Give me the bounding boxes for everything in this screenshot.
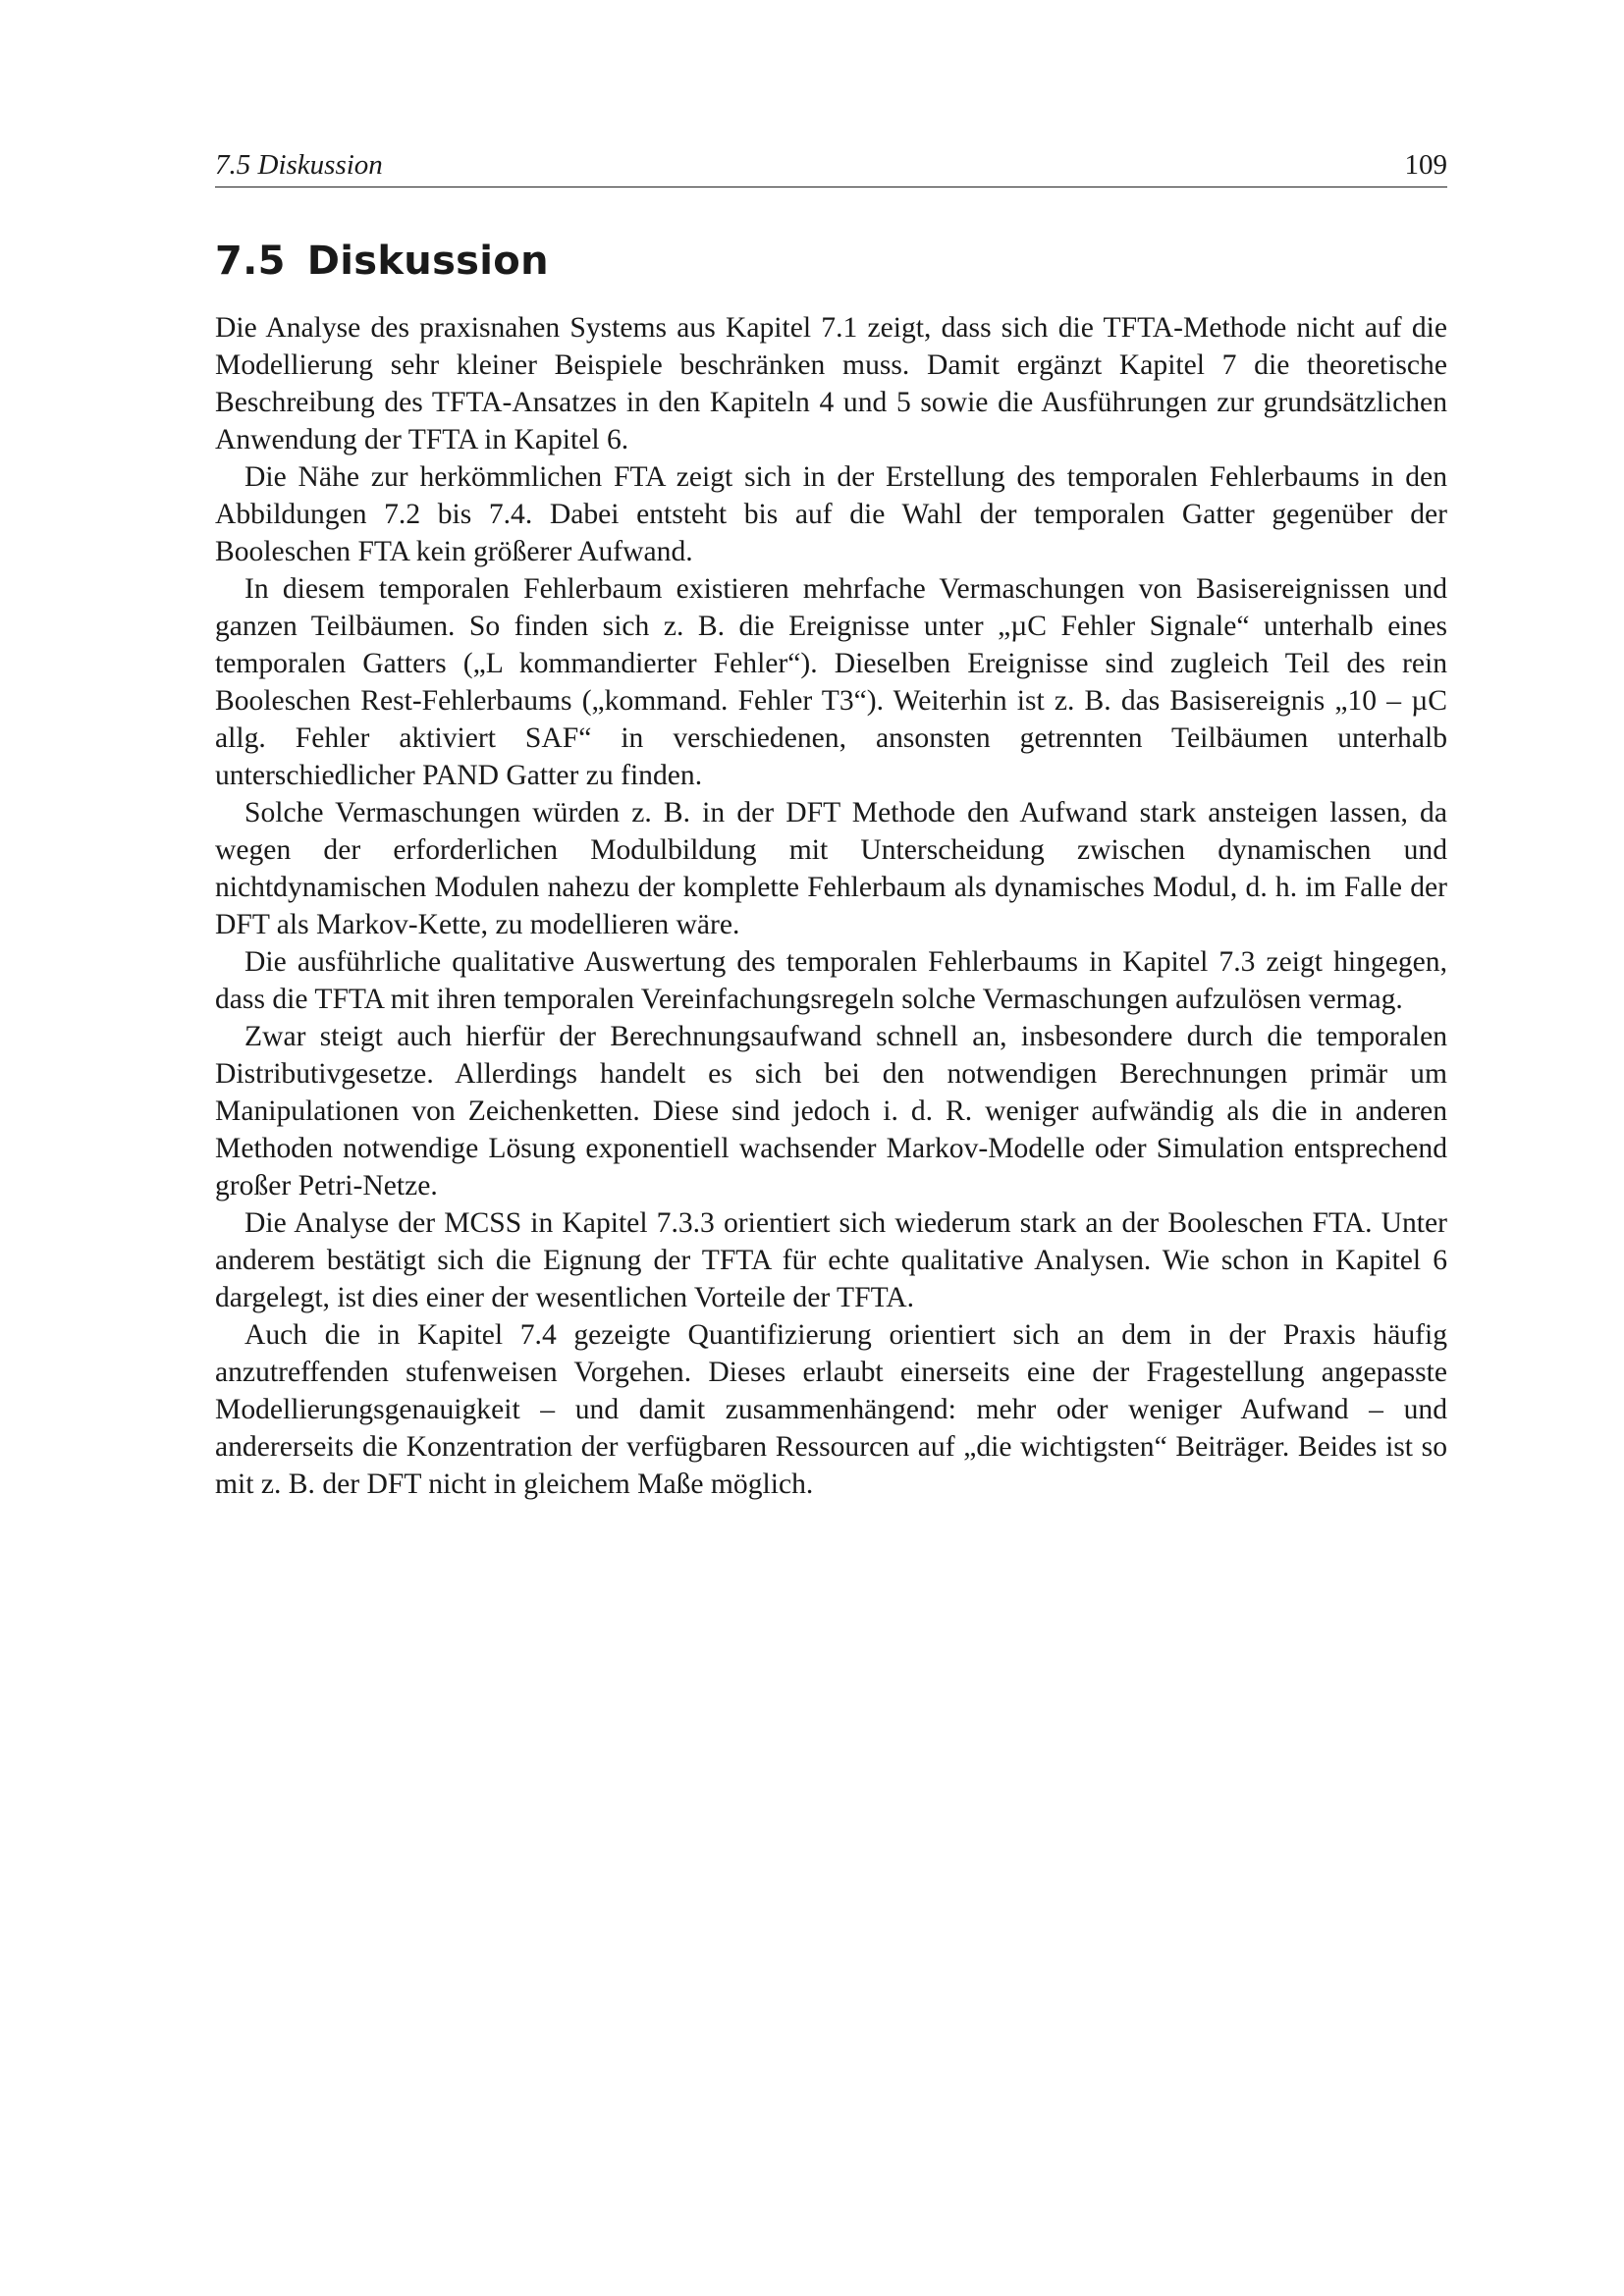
paragraph-2: Die Nähe zur herkömmlichen FTA zeigt sich in der Erstellung des temporalen Fehlerbaums in den Abbildungen 7.2 bis 7.4. Dabei entsteht bis auf die Wahl der temporalen Gatter gegenüber der Booleschen FTA kein größerer Aufwand. bbox=[215, 461, 1447, 567]
running-header-title: 7.5 Diskussion bbox=[215, 149, 383, 181]
paragraph-8: Auch die in Kapitel 7.4 gezeigte Quantifizierung orientiert sich an dem in der Praxis häufig anzutreffenden stufenweisen Vorgehen. Dieses erlaubt einerseits eine der Fragestellung angepasste Modellierungsgenauigkeit – und damit zusammenhängend: mehr oder weniger Aufwand – und andererseits die Konzentration der verfügbaren Ressourcen auf „die wichtigsten“ Beiträger. Beides ist so mit z. B. der DFT nicht in gleichem Maße möglich. bbox=[215, 1319, 1447, 1500]
section-heading bbox=[215, 236, 549, 287]
section-number: 7.5 bbox=[215, 239, 286, 284]
body-text bbox=[215, 309, 1447, 1503]
paragraph-3: In diesem temporalen Fehlerbaum existieren mehrfache Vermaschungen von Basisereignissen und ganzen Teilbäumen. So finden sich z. B. die Ereignisse unter „µC Fehler Signale“ unterhalb eines temporalen Gatters („L kommandierter Fehler“). Dieselben Ereignisse sind zugleich Teil des rein Booleschen Rest-Fehlerbaums („kommand. Fehler T3“). Weiterhin ist z. B. das Basisereignis „10 – µC allg. Fehler aktiviert SAF“ in verschiedenen, ansonsten getrennten Teilbäumen unterhalb unterschiedlicher PAND Gatter zu finden. bbox=[215, 573, 1447, 791]
running-header bbox=[215, 147, 1447, 187]
paragraph-6: Zwar steigt auch hierfür der Berechnungsaufwand schnell an, insbesondere durch die temporalen Distributivgesetze. Allerdings handelt es sich bei den notwendigen Berechnungen primär um Manipulationen von Zeichenketten. Diese sind jedoch i. d. R. weniger aufwändig als die in anderen Methoden notwendige Lösung exponentiell wachsender Markov-Modelle oder Simulation entsprechend großer Petri-Netze. bbox=[215, 1021, 1447, 1201]
paragraph-1: Die Analyse des praxisnahen Systems aus Kapitel 7.1 zeigt, dass sich die TFTA-Methode nicht auf die Modellierung sehr kleiner Beispiele beschränken muss. Damit ergänzt Kapitel 7 die theoretische Beschreibung des TFTA-Ansatzes in den Kapiteln 4 und 5 sowie die Ausführungen zur grundsätzlichen Anwendung der TFTA in Kapitel 6. bbox=[215, 312, 1447, 455]
section-title: Diskussion bbox=[306, 239, 549, 284]
paragraph-4: Solche Vermaschungen würden z. B. in der DFT Methode den Aufwand stark ansteigen lassen, da wegen der erforderlichen Modulbildung mit Unterscheidung zwischen dynamischen und nichtdynamischen Modulen nahezu der komplette Fehlerbaum als dynamisches Modul, d. h. im Falle der DFT als Markov-Kette, zu modellieren wäre. bbox=[215, 797, 1447, 940]
paragraph-5: Die ausführliche qualitative Auswertung des temporalen Fehlerbaums in Kapitel 7.3 zeigt hingegen, dass die TFTA mit ihren temporalen Vereinfachungsregeln solche Vermaschungen aufzulösen vermag. bbox=[215, 946, 1447, 1015]
page-number: 109 bbox=[1404, 149, 1447, 181]
paragraph-7: Die Analyse der MCSS in Kapitel 7.3.3 orientiert sich wiederum stark an der Booleschen FTA. Unter anderem bestätigt sich die Eignung der TFTA für echte qualitative Analysen. Wie schon in Kapitel 6 dargelegt, ist dies einer der wesentlichen Vorteile der TFTA. bbox=[215, 1207, 1447, 1313]
